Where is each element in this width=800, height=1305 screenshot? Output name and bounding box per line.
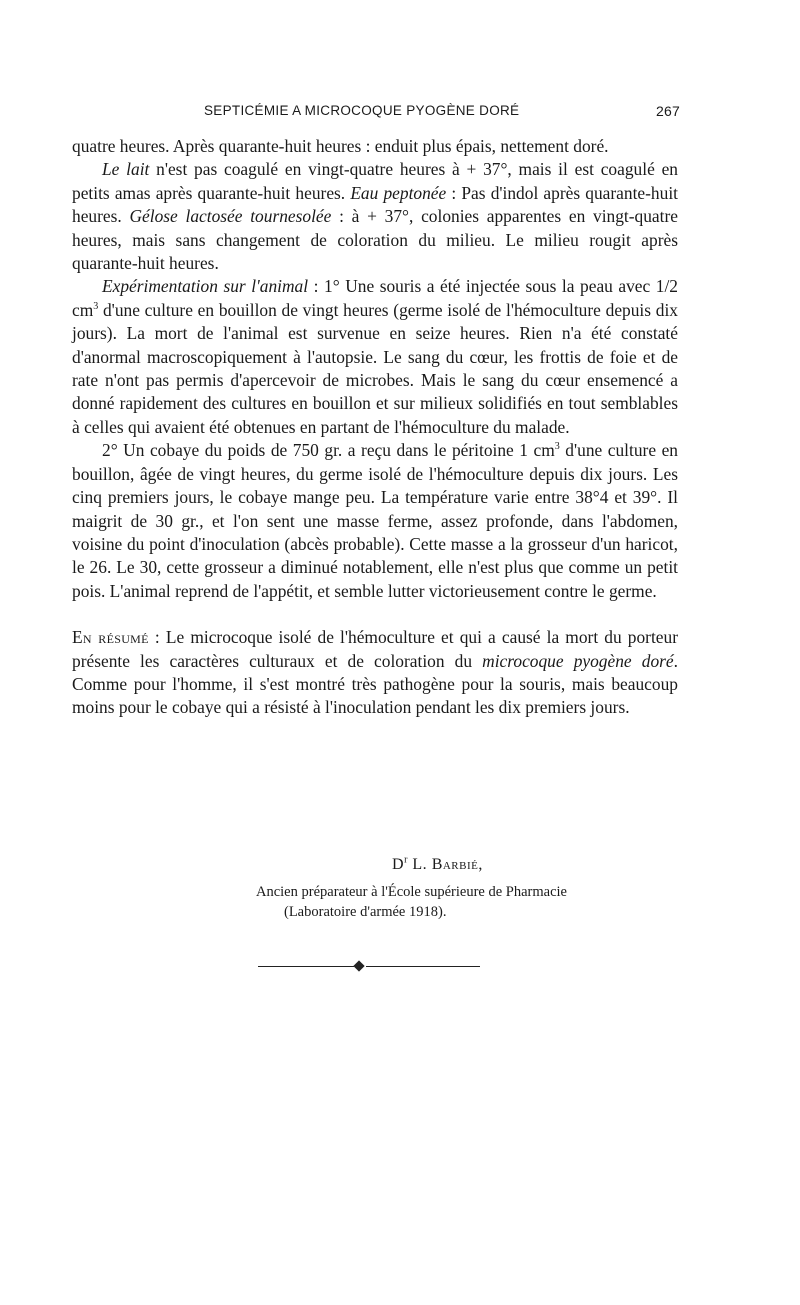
italic-term-eau-peptonee: Eau peptonée (350, 182, 447, 203)
paragraph-text: 2° Un cobaye du poids de 750 gr. a reçu dans le péritoine 1 cm (102, 440, 555, 461)
section-end-ornament (258, 960, 480, 972)
paragraph-experiment-guinea-pig (72, 439, 678, 603)
italic-term-microcoque: microcoque pyogène doré (482, 650, 674, 671)
paragraph-text: . Comme pour l'homme, il s'est montré très pathogène pour la souris, mais beaucoup moins pour le cobaye qui a résisté à l'inoculation pendant les dix premiers jours. (72, 650, 678, 718)
paragraph-text: quatre heures. Après quarante-huit heures : enduit plus épais, nettement doré. (72, 136, 609, 156)
author-title-superscript: r (404, 854, 408, 866)
page-number: 267 (656, 103, 680, 119)
paragraph-experiment-mouse (72, 275, 678, 439)
paragraph-text: : Pas d'indol après quarante-huit heures. (72, 182, 678, 227)
italic-term-experimentation: Expérimentation sur l'animal (102, 276, 309, 297)
paragraph-summary (72, 626, 678, 720)
italic-term-gelose: Gélose lactosée tournesolée (129, 206, 332, 227)
paragraph-text: : 1° Une souris a été injectée sous la peau avec 1/2 cm (72, 276, 679, 320)
paragraph-text: d'une culture en bouillon de vingt heures (germe isolé de l'hémoculture depuis dix jours). La mort de l'animal est survenue en seize heures. Rien n'a été constaté d'anormal macroscopiquement à l'autopsie. Le sang du cœur, les frottis de foie et de rate n'ont pas permis d'apercevoir de microbes. Mais le sang du cœur ensemencé a donné rapidement des cultures en bouillon et sur milieux solidifiés en tout semblables à celles qui avaient été obtenues en partant de l'hémoculture du malade. (72, 299, 678, 437)
author-name (392, 856, 483, 874)
paragraph-text: n'est pas coagulé en vingt-quatre heures à + 37°, mais il est coagulé en petits amas après quarante-huit heures. (72, 159, 678, 203)
paragraph-continuation (72, 135, 678, 158)
author-surname: Barbié, (431, 856, 483, 873)
italic-term-lait: Le lait (102, 159, 150, 180)
paragraph-text: d'une culture en bouillon, âgée de vingt heures, du germe isolé de l'hémoculture depuis dix jours. Les cinq premiers jours, le cobaye mange peu. La température varie entre 38°4 et 39°. Il maigrit de 30 gr., et l'on sent une masse ferme, assez profonde, dans l'abdomen, voisine du point d'inoculation (abcès probable). Cette masse a la grosseur d'un haricot, le 26. Le 30, cette grosseur a diminué notablement, elle n'est plus que comme un petit pois. L'animal reprend de l'appétit, et semble lutter victorieusement contre le germe. (72, 440, 678, 601)
ornament-rule-right (366, 966, 480, 967)
superscript: 3 (93, 301, 99, 313)
summary-lead: En résumé (72, 627, 149, 648)
page-header (74, 103, 680, 123)
paragraph-text: : à + 37°, colonies apparentes en vingt-quatre heures, mais sans changement de coloration du milieu. Le milieu rougit après quarante-huit heures. (72, 206, 678, 274)
paragraph-culture-media (72, 158, 678, 275)
author-initial: L. (407, 856, 432, 873)
ornament-rule-left (258, 966, 354, 967)
superscript: 3 (554, 441, 560, 453)
author-affiliation: Ancien préparateur à l'École supérieure de Pharmacie (256, 884, 567, 900)
diamond-icon (353, 960, 364, 971)
running-title: SEPTICÉMIE A MICROCOQUE PYOGÈNE DORÉ (204, 103, 520, 118)
author-laboratory: (Laboratoire d'armée 1918). (284, 904, 447, 920)
author-title: D (392, 856, 405, 873)
article-body (72, 135, 678, 720)
paragraph-text: : Le microcoque isolé de l'hémoculture et qui a causé la mort du porteur présente les caractères culturaux et de coloration du (72, 627, 679, 671)
